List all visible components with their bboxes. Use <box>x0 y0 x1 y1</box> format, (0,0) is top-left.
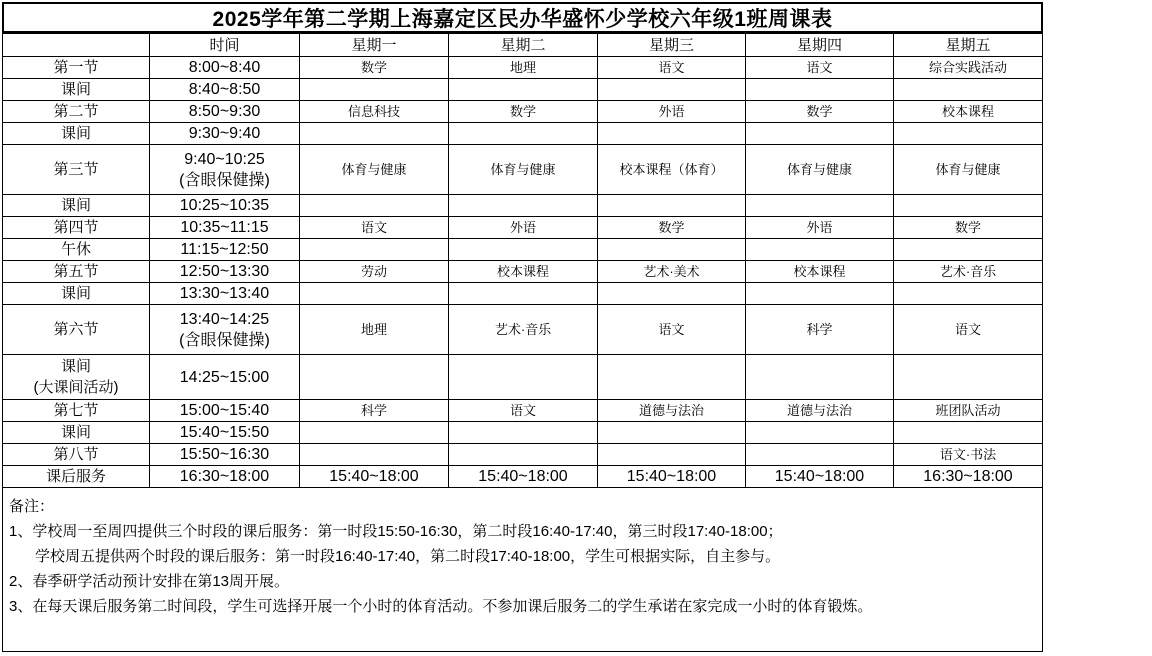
timetable-row <box>3 261 1043 283</box>
period-cell: 第一节 <box>3 57 150 79</box>
time-cell: 15:40~15:50 <box>150 422 300 444</box>
course-cell: 语文 <box>598 57 746 79</box>
time-cell: 13:40~14:25 (含眼保健操) <box>150 305 300 355</box>
timetable-row <box>3 305 1043 355</box>
header-cell: 时间 <box>150 34 300 57</box>
course-cell <box>894 79 1043 101</box>
timetable-row <box>3 283 1043 305</box>
timetable-row <box>3 422 1043 444</box>
timetable-row <box>3 145 1043 195</box>
course-cell <box>300 79 449 101</box>
header-cell: 星期二 <box>449 34 598 57</box>
period-cell: 第七节 <box>3 400 150 422</box>
time-cell: 16:30~18:00 <box>150 466 300 488</box>
service-time-cell: 15:40~18:00 <box>300 466 449 488</box>
timetable-row <box>3 239 1043 261</box>
period-cell: 课间 (大课间活动) <box>3 355 150 400</box>
service-time-cell: 15:40~18:00 <box>449 466 598 488</box>
time-cell: 15:00~15:40 <box>150 400 300 422</box>
period-cell: 课间 <box>3 283 150 305</box>
course-cell: 艺术·美术 <box>598 261 746 283</box>
course-cell: 体育与健康 <box>746 145 894 195</box>
timetable-row <box>3 195 1043 217</box>
period-cell: 课间 <box>3 195 150 217</box>
course-cell: 科学 <box>300 400 449 422</box>
time-cell: 8:40~8:50 <box>150 79 300 101</box>
time-cell: 12:50~13:30 <box>150 261 300 283</box>
time-cell: 13:30~13:40 <box>150 283 300 305</box>
course-cell <box>300 422 449 444</box>
time-cell: 9:30~9:40 <box>150 123 300 145</box>
course-cell: 体育与健康 <box>894 145 1043 195</box>
note-line: 3、在每天课后服务第二时间段，学生可选择开展一个小时的体育活动。不参加课后服务二的学生承诺在家完成一小时的体育锻炼。 <box>9 598 873 615</box>
course-cell <box>449 444 598 466</box>
course-cell <box>894 283 1043 305</box>
course-cell <box>598 79 746 101</box>
timetable-row <box>3 355 1043 400</box>
course-cell <box>746 123 894 145</box>
course-cell: 校本课程（体育） <box>598 145 746 195</box>
period-cell: 课间 <box>3 79 150 101</box>
course-cell <box>598 422 746 444</box>
time-cell: 10:25~10:35 <box>150 195 300 217</box>
course-cell: 语文 <box>894 305 1043 355</box>
service-time-cell: 15:40~18:00 <box>746 466 894 488</box>
course-cell: 语文 <box>449 400 598 422</box>
note-line: 1、学校周一至周四提供三个时段的课后服务：第一时段15:50-16:30，第二时段16:40-17:40，第三时段17:40-18:00； <box>9 523 783 540</box>
period-cell: 第四节 <box>3 217 150 239</box>
time-cell: 8:00~8:40 <box>150 57 300 79</box>
course-cell: 道德与法治 <box>598 400 746 422</box>
header-cell: 星期三 <box>598 34 746 57</box>
course-cell <box>449 355 598 400</box>
notes-section <box>3 488 1042 619</box>
timetable-body <box>3 57 1043 488</box>
course-cell <box>746 283 894 305</box>
course-cell <box>449 422 598 444</box>
period-cell: 午休 <box>3 239 150 261</box>
course-cell <box>894 355 1043 400</box>
timetable-row <box>3 444 1043 466</box>
course-cell <box>598 444 746 466</box>
header-cell: 星期一 <box>300 34 449 57</box>
timetable-row <box>3 217 1043 239</box>
course-cell <box>746 355 894 400</box>
period-cell: 第二节 <box>3 101 150 123</box>
timetable-row <box>3 123 1043 145</box>
period-cell: 课间 <box>3 123 150 145</box>
time-cell: 14:25~15:00 <box>150 355 300 400</box>
time-cell: 10:35~11:15 <box>150 217 300 239</box>
course-cell: 体育与健康 <box>300 145 449 195</box>
course-cell: 数学 <box>300 57 449 79</box>
course-cell <box>300 283 449 305</box>
course-cell: 科学 <box>746 305 894 355</box>
course-cell <box>746 195 894 217</box>
time-cell: 8:50~9:30 <box>150 101 300 123</box>
timetable-row <box>3 79 1043 101</box>
period-cell: 第八节 <box>3 444 150 466</box>
timetable-row <box>3 57 1043 79</box>
timetable-row <box>3 466 1043 488</box>
course-cell: 外语 <box>746 217 894 239</box>
course-cell: 外语 <box>449 217 598 239</box>
course-cell <box>300 195 449 217</box>
timetable-header <box>3 34 1043 57</box>
course-cell: 劳动 <box>300 261 449 283</box>
note-line: 学校周五提供两个时段的课后服务：第一时段16:40-17:40，第二时段17:40-18:00，学生可根据实际，自主参与。 <box>35 548 781 565</box>
timetable-sheet <box>2 2 1043 652</box>
header-cell <box>3 34 150 57</box>
timetable-title: 2025学年第二学期上海嘉定区民办华盛怀少学校六年级1班周课表 <box>2 2 1043 33</box>
course-cell <box>449 239 598 261</box>
time-cell: 9:40~10:25 (含眼保健操) <box>150 145 300 195</box>
course-cell <box>598 283 746 305</box>
course-cell: 艺术·音乐 <box>449 305 598 355</box>
notes-lines <box>9 519 1036 619</box>
course-cell: 校本课程 <box>894 101 1043 123</box>
header-cell: 星期四 <box>746 34 894 57</box>
course-cell <box>300 355 449 400</box>
course-cell <box>300 239 449 261</box>
course-cell: 数学 <box>598 217 746 239</box>
period-cell: 课间 <box>3 422 150 444</box>
course-cell: 信息科技 <box>300 101 449 123</box>
period-cell: 第六节 <box>3 305 150 355</box>
course-cell <box>746 239 894 261</box>
course-cell <box>300 123 449 145</box>
course-cell: 语文 <box>300 217 449 239</box>
course-cell: 综合实践活动 <box>894 57 1043 79</box>
course-cell: 数学 <box>894 217 1043 239</box>
course-cell: 语文 <box>746 57 894 79</box>
course-cell: 体育与健康 <box>449 145 598 195</box>
service-time-cell: 15:40~18:00 <box>598 466 746 488</box>
course-cell <box>746 79 894 101</box>
course-cell: 数学 <box>746 101 894 123</box>
period-cell: 第三节 <box>3 145 150 195</box>
course-cell: 道德与法治 <box>746 400 894 422</box>
course-cell: 语文 <box>598 305 746 355</box>
period-cell: 课后服务 <box>3 466 150 488</box>
course-cell: 艺术·音乐 <box>894 261 1043 283</box>
notes-label: 备注： <box>9 498 55 515</box>
time-cell: 15:50~16:30 <box>150 444 300 466</box>
course-cell <box>894 422 1043 444</box>
note-line: 2、春季研学活动预计安排在第13周开展。 <box>9 573 290 590</box>
course-cell: 语文·书法 <box>894 444 1043 466</box>
course-cell: 校本课程 <box>449 261 598 283</box>
course-cell <box>449 123 598 145</box>
course-cell <box>449 79 598 101</box>
time-cell: 11:15~12:50 <box>150 239 300 261</box>
course-cell <box>598 355 746 400</box>
course-cell: 外语 <box>598 101 746 123</box>
course-cell <box>598 239 746 261</box>
course-cell: 数学 <box>449 101 598 123</box>
timetable-row <box>3 400 1043 422</box>
course-cell <box>598 195 746 217</box>
course-cell <box>894 195 1043 217</box>
course-cell <box>449 283 598 305</box>
service-time-cell: 16:30~18:00 <box>894 466 1043 488</box>
course-cell: 班团队活动 <box>894 400 1043 422</box>
course-cell: 地理 <box>300 305 449 355</box>
course-cell <box>449 195 598 217</box>
timetable-row <box>3 101 1043 123</box>
course-cell <box>746 444 894 466</box>
course-cell <box>598 123 746 145</box>
course-cell <box>300 444 449 466</box>
course-cell: 地理 <box>449 57 598 79</box>
course-cell: 校本课程 <box>746 261 894 283</box>
timetable <box>2 33 1043 488</box>
course-cell <box>894 239 1043 261</box>
period-cell: 第五节 <box>3 261 150 283</box>
course-cell <box>894 123 1043 145</box>
course-cell <box>746 422 894 444</box>
header-cell: 星期五 <box>894 34 1043 57</box>
